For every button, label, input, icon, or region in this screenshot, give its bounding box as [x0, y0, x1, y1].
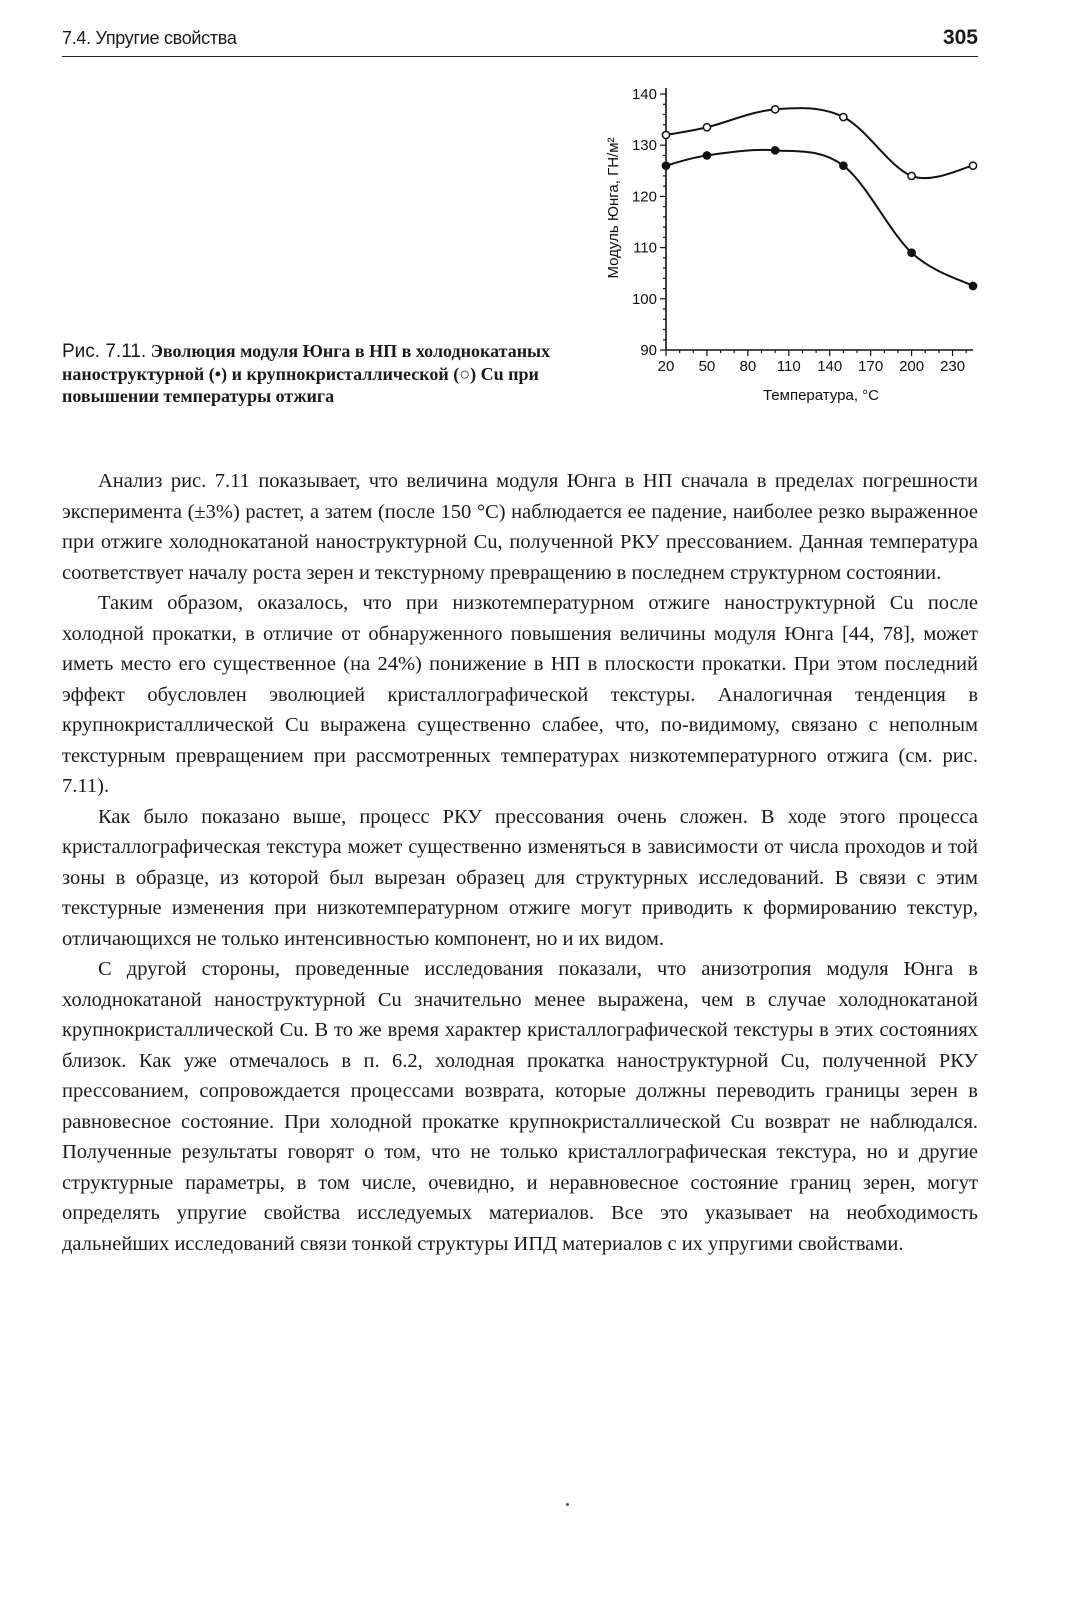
- chart-series: [662, 106, 976, 290]
- paragraph: Таким образом, оказалось, что при низкотемпературном отжиге наноструктурной Cu после холодной прокатки, в отличие от обнаруженного повышения величины модуля Юнга [44, 78], может иметь место его существенное (на 24%) понижение в НП в плоскости прокатки. При этом последний эффект обусловлен эволюцией кристаллографической текстуры. Аналогичная тенденция в крупнокристаллической Cu выражена существенно слабее, что, по-видимому, связано с неполным текстурным превращением при рассмотренных температурах низкотемпературного отжига (см. рис. 7.11).: [62, 592, 978, 797]
- open-data-point: [969, 162, 976, 169]
- y-tick-label: 90: [640, 342, 657, 359]
- filled-data-point: [840, 162, 847, 169]
- y-tick-label: 140: [631, 86, 657, 103]
- open-data-point: [703, 124, 710, 131]
- filled-data-point: [772, 147, 779, 154]
- open-data-point: [840, 113, 847, 120]
- youngs-modulus-chart: [596, 80, 986, 410]
- figure-caption: [62, 340, 592, 407]
- body-text: [62, 466, 978, 1259]
- page-number: 305: [942, 26, 978, 49]
- open-data-point: [772, 106, 779, 113]
- y-tick-label: 120: [631, 188, 657, 206]
- x-tick-label: 170: [858, 358, 884, 375]
- paragraph: С другой стороны, проведенные исследования показали, что анизотропия модуля Юнга в холоднокатаной наноструктурной Cu значительно менее выражена, чем в случае холоднокатаной крупнокристаллической Cu. В то же время характер кристаллографической текстуры в этих состояниях близок. Как уже отмечалось в п. 6.2, холодная прокатка наноструктурной Cu, полученной РКУ прессованием, сопровождается процессами возврата, которые должны переводить границы зерен в равновесное состояние. При холодной прокатке крупнокристаллической Cu возврат не наблюдался. Полученные результаты говорят о том, что не только кристаллографическая текстура, но и другие структурные параметры, в том числе, очевидно, и неравновесное состояние границ зерен, могут определять упругие свойства исследуемых материалов. Все это указывает на необходимость дальнейших исследований связи тонкой структуры ИПД материалов с их упругими свойствами.: [62, 958, 978, 1255]
- x-tick-label: 20: [657, 358, 675, 375]
- filled-data-point: [908, 249, 915, 256]
- filled-data-point: [703, 152, 710, 159]
- y-tick-label: 110: [633, 239, 657, 257]
- x-axis-label: Температура, °С: [762, 387, 880, 404]
- x-tick-label: 80: [739, 358, 757, 375]
- x-tick-label: 110: [776, 358, 801, 375]
- series-line: [666, 150, 973, 286]
- chart-svg: [596, 80, 986, 410]
- open-data-point: [662, 131, 669, 138]
- figure-label: Рис. 7.11.: [62, 341, 147, 362]
- paragraph: Анализ рис. 7.11 показывает, что величина модуля Юнга в НП сначала в пределах погрешности эксперимента (±3%) растет, а затем (после 150 °С) наблюдается ее падение, наиболее резко выраженное при отжиге холоднокатаной наноструктурной Cu, полученной РКУ прессованием. Данная температура соответствует началу роста зерен и текстурному превращению в последнем структурном состоянии.: [62, 470, 978, 584]
- series-line: [666, 108, 973, 178]
- figure-caption-text: Эволюция модуля Юнга в НП в холоднокатаных наноструктурной (•) и крупнокристаллической (○) Cu при повышении температуры отжига: [62, 341, 551, 406]
- filled-data-point: [662, 162, 669, 169]
- open-data-point: [908, 172, 915, 179]
- page-speck: [566, 1503, 569, 1506]
- y-tick-label: 100: [631, 290, 657, 308]
- section-title: 7.4. Упругие свойства: [62, 28, 237, 48]
- x-tick-label: 230: [940, 358, 966, 375]
- filled-data-point: [969, 282, 976, 289]
- x-tick-label: 140: [817, 358, 843, 375]
- paragraph: Как было показано выше, процесс РКУ прессования очень сложен. В ходе этого процесса кристаллографическая текстура может существенно изменяться в зависимости от числа проходов и той зоны в образце, из которой был вырезан образец для структурных исследований. В связи с этим текстурные изменения при низкотемпературном отжиге могут приводить к формированию текстур, отличающихся не только интенсивностью компонент, но и их видом.: [62, 805, 978, 950]
- y-axis-label: Модуль Юнга, ГН/м²: [605, 137, 622, 279]
- x-tick-label: 200: [899, 358, 925, 375]
- x-tick-label: 50: [698, 358, 716, 375]
- running-head: [62, 26, 978, 57]
- chart-axes: [632, 86, 973, 375]
- y-tick-label: 130: [631, 137, 657, 155]
